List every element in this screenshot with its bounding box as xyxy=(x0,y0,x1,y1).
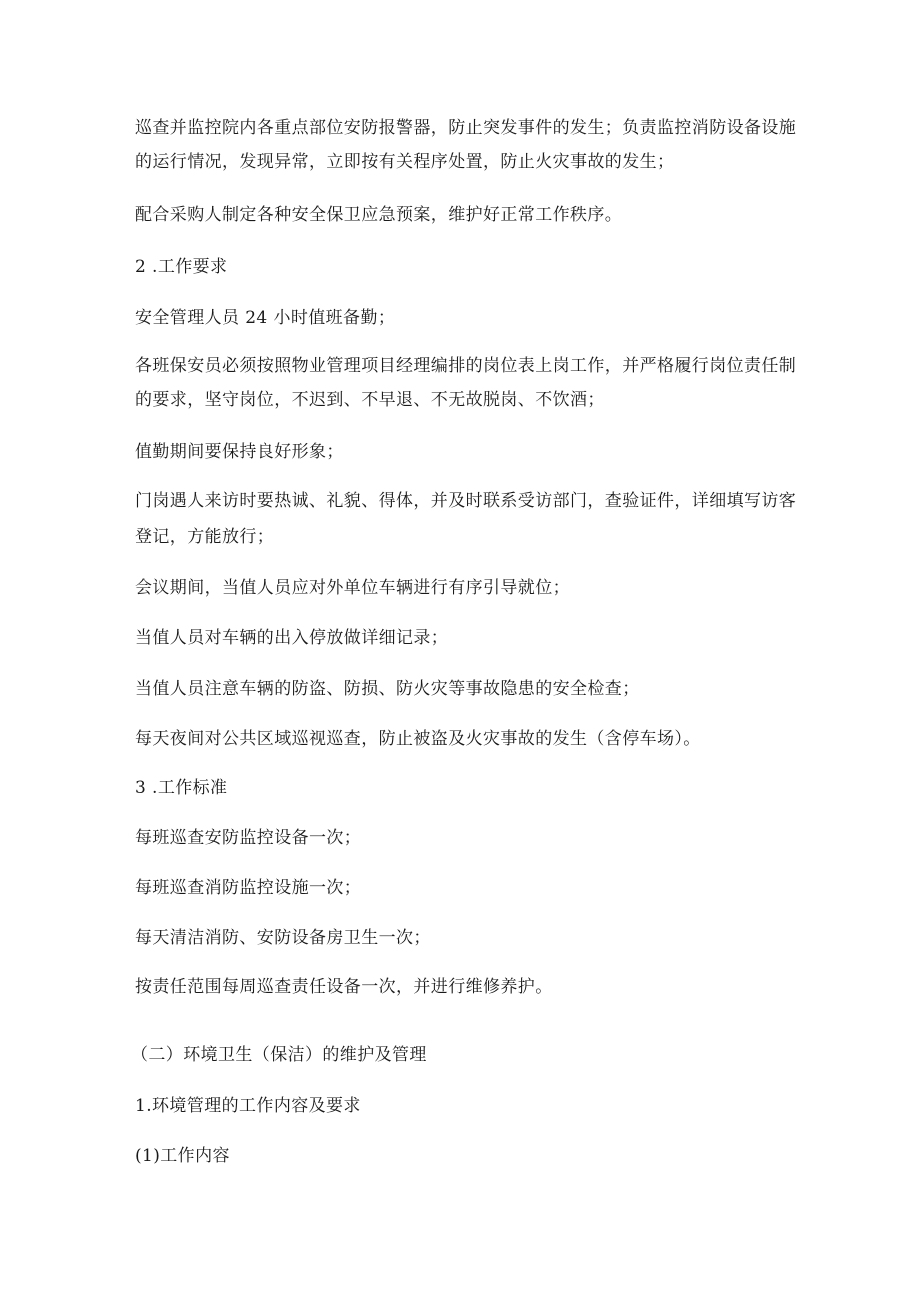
section-heading: 2 .工作要求 xyxy=(135,257,228,277)
paragraph-line: 各班保安员必须按照物业管理项目经理编排的岗位表上岗工作，并严格履行岗位责任制 xyxy=(135,356,797,376)
chapter-heading: （二）环境卫生（保洁）的维护及管理 xyxy=(131,1045,427,1065)
subsection-heading: 1.环境管理的工作内容及要求 xyxy=(135,1096,361,1116)
paragraph-line: 的运行情况，发现异常，立即按有关程序处置，防止火灾事故的发生； xyxy=(135,152,675,172)
paragraph-line: 的要求，坚守岗位，不迟到、不早退、不无故脱岗、不饮酒； xyxy=(135,390,605,410)
paragraph-line: 当值人员注意车辆的防盗、防损、防火灾等事故隐患的安全检查； xyxy=(135,679,640,699)
subsection-heading: (1)工作内容 xyxy=(135,1146,230,1166)
paragraph-line: 每班巡查消防监控设施一次； xyxy=(135,878,362,898)
paragraph-line: 安全管理人员 24 小时值班备勤； xyxy=(135,308,396,328)
paragraph-line: 值勤期间要保持良好形象； xyxy=(135,442,344,462)
section-heading: 3 .工作标准 xyxy=(135,778,228,798)
paragraph-line: 每天清洁消防、安防设备房卫生一次； xyxy=(135,928,431,948)
paragraph-line: 按责任范围每周巡查责任设备一次，并进行维修养护。 xyxy=(135,977,553,997)
paragraph-line: 配合采购人制定各种安全保卫应急预案，维护好正常工作秩序。 xyxy=(135,205,623,225)
paragraph-line: 门岗遇人来访时要热诚、礼貌、得体，并及时联系受访部门，查验证件，详细填写访客 xyxy=(135,491,797,511)
paragraph-line: 会议期间，当值人员应对外单位车辆进行有序引导就位； xyxy=(135,578,570,598)
paragraph-line: 当值人员对车辆的出入停放做详细记录； xyxy=(135,628,449,648)
paragraph-line: 巡查并监控院内各重点部位安防报警器，防止突发事件的发生；负责监控消防设备设施 xyxy=(135,118,797,138)
paragraph-line: 每天夜间对公共区域巡视巡查，防止被盗及火灾事故的发生（含停车场）。 xyxy=(135,729,701,749)
paragraph-line: 登记，方能放行； xyxy=(135,527,275,547)
paragraph-line: 每班巡查安防监控设备一次； xyxy=(135,828,362,848)
